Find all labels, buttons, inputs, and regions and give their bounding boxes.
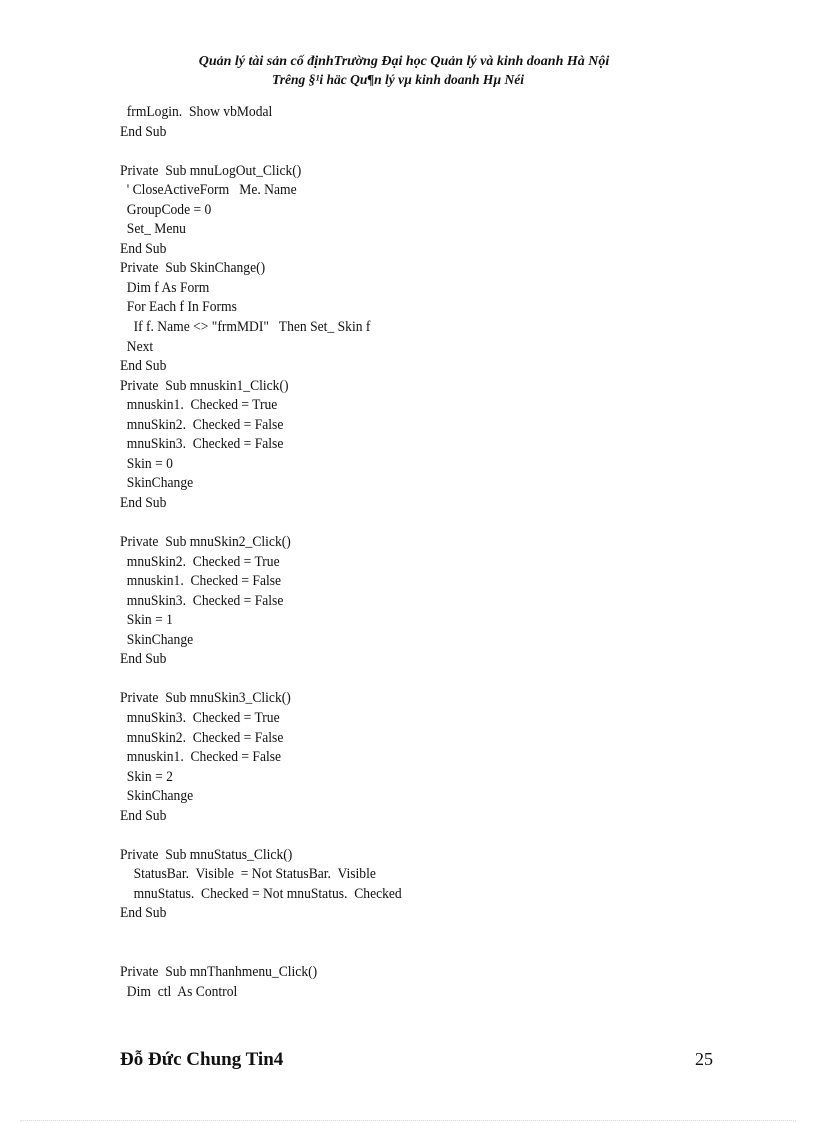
code-line — [120, 142, 402, 162]
code-line: Private Sub mnuSkin2_Click() — [120, 534, 291, 551]
code-line: End Sub — [120, 651, 167, 668]
code-line — [120, 826, 402, 846]
code-line: Set_ Menu — [120, 221, 186, 238]
code-line: Skin = 2 — [120, 768, 173, 785]
code-line: Next — [120, 338, 154, 355]
code-line: SkinChange — [120, 475, 194, 492]
code-line: Private Sub mnuSkin3_Click() — [120, 690, 291, 707]
code-line: mnuSkin3. Checked = False — [120, 436, 284, 453]
code-line: ' CloseActiveForm Me. Name — [120, 182, 297, 199]
code-line: mnuSkin2. Checked = True — [120, 553, 280, 570]
code-line: Private Sub mnuskin1_Click() — [120, 377, 289, 394]
code-line: mnuSkin3. Checked = True — [120, 709, 280, 726]
code-line: mnuSkin2. Checked = False — [120, 416, 284, 433]
code-line: End Sub — [120, 123, 167, 140]
code-line: If f. Name <> "frmMDI" Then Set_ Skin f — [120, 319, 371, 336]
code-line: End Sub — [120, 807, 167, 824]
code-line: mnuskin1. Checked = False — [120, 749, 282, 766]
code-line — [120, 944, 402, 964]
code-line: Private Sub mnThanhmenu_Click() — [120, 964, 318, 981]
code-line — [120, 670, 402, 690]
code-listing — [120, 103, 423, 1002]
code-line: mnuStatus. Checked = Not mnuStatus. Checked — [120, 885, 402, 902]
page-bottom-divider — [20, 1120, 796, 1121]
code-line: Dim ctl As Control — [120, 983, 238, 1000]
code-line: frmLogin. Show vbModal — [120, 104, 273, 120]
code-line: End Sub — [120, 494, 167, 511]
code-line: GroupCode = 0 — [120, 201, 212, 218]
code-line: mnuskin1. Checked = True — [120, 397, 278, 414]
code-line: StatusBar. Visible = Not StatusBar. Visible — [120, 866, 376, 883]
code-line: SkinChange — [120, 788, 194, 805]
code-line: Dim f As Form — [120, 279, 210, 296]
footer-author: Đỗ Đức Chung Tin4 — [120, 1049, 284, 1070]
code-line: mnuSkin3. Checked = False — [120, 592, 284, 609]
code-line: Skin = 1 — [120, 612, 173, 629]
code-line: mnuskin1. Checked = False — [120, 573, 282, 590]
code-line: Private Sub SkinChange() — [120, 260, 266, 277]
code-line: mnuSkin2. Checked = False — [120, 729, 284, 746]
code-line: Private Sub mnuLogOut_Click() — [120, 162, 302, 179]
code-line: End Sub — [120, 905, 167, 922]
code-line: SkinChange — [120, 631, 194, 648]
code-line — [120, 924, 402, 944]
code-line: Private Sub mnuStatus_Click() — [120, 846, 293, 863]
header-title: Quản lý tài sản cố địnhTrường Đại học Quản lý và kinh doanh Hà Nội — [198, 54, 610, 69]
code-line — [120, 513, 402, 533]
page-number: 25 — [695, 1049, 713, 1069]
code-line: End Sub — [120, 358, 167, 375]
code-line: For Each f In Forms — [120, 299, 237, 316]
code-line: Skin = 0 — [120, 455, 173, 472]
header-title-legacy-encoding: Trêng §¹i häc Qu¶n lý vµ kinh doanh Hµ Néi — [271, 72, 524, 87]
code-line: End Sub — [120, 240, 167, 257]
